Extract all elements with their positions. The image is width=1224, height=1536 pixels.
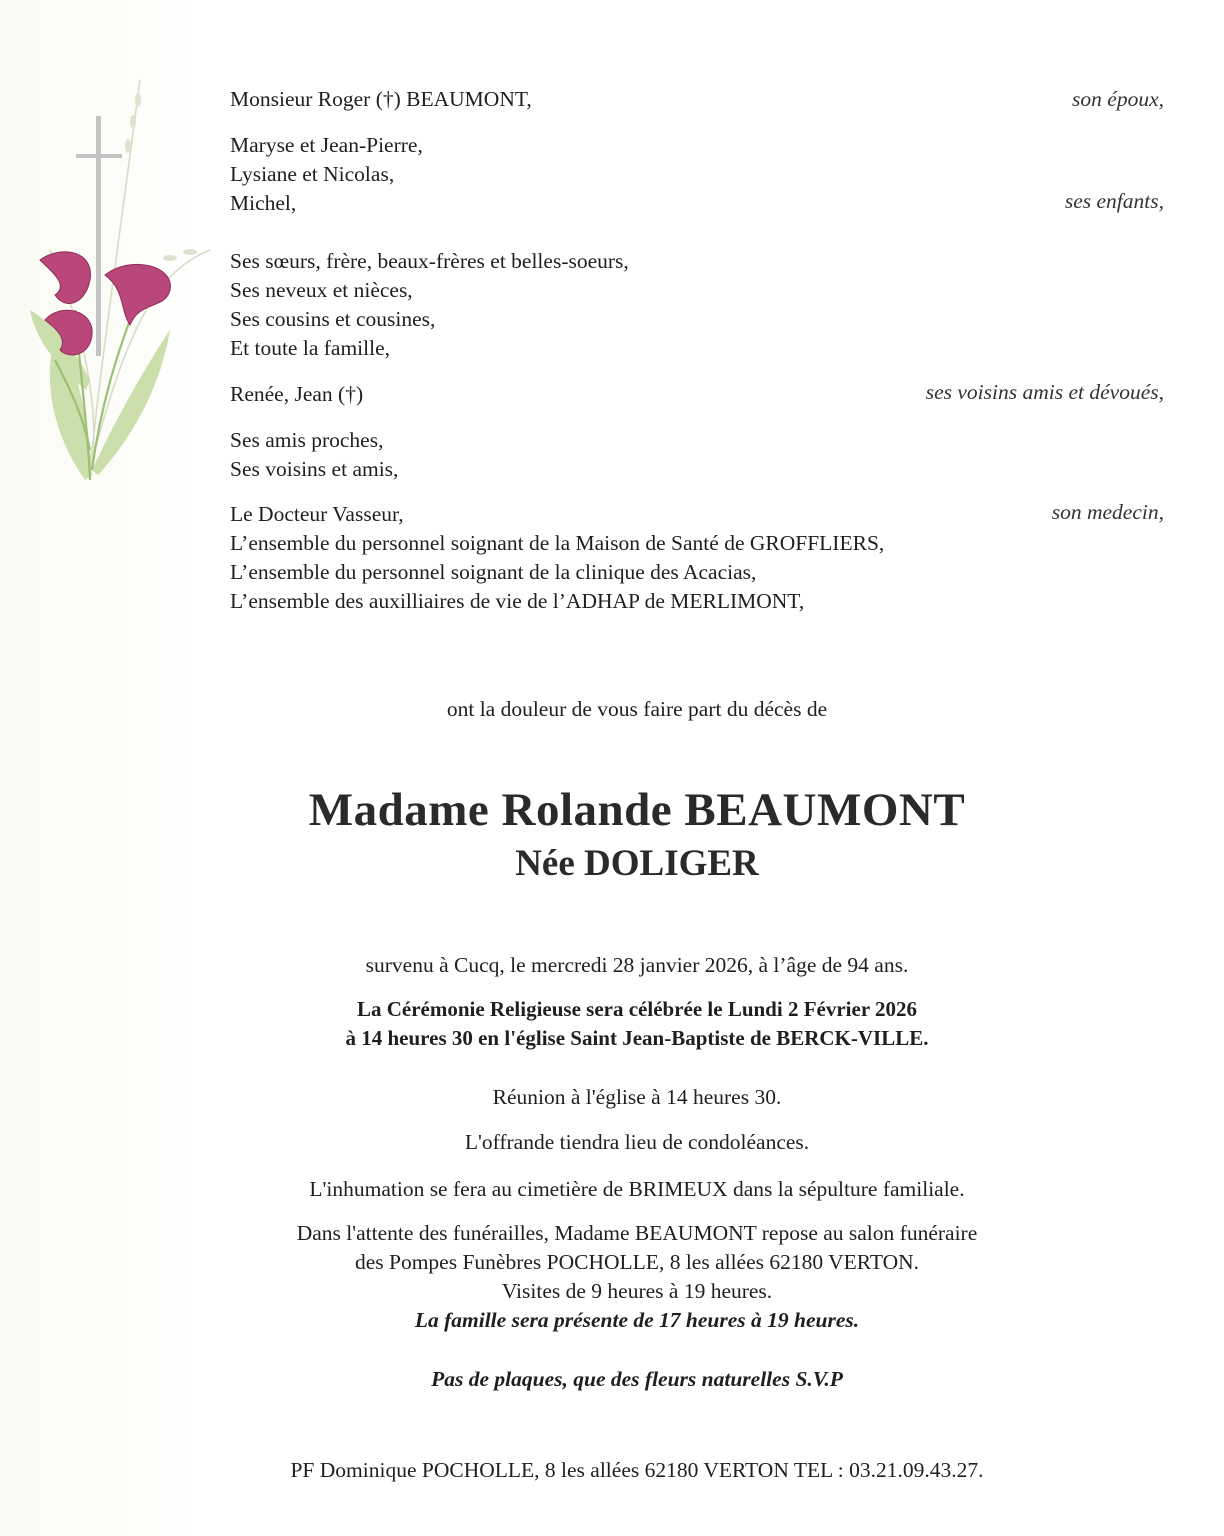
friends-line: Ses amis proches, <box>230 428 384 452</box>
neighbors-line: Renée, Jean (†) <box>230 382 364 406</box>
family-presence: La famille sera présente de 17 heures à 19 heures. <box>414 1308 860 1332</box>
child-line: Michel, <box>230 191 297 215</box>
relatives-line: Et toute la famille, <box>230 336 391 360</box>
deceased-name: Madame Rolande BEAUMONT <box>308 784 966 836</box>
meeting-text: Réunion à l'église à 14 heures 30. <box>492 1085 782 1109</box>
friends-line: Ses voisins et amis, <box>230 457 399 481</box>
husband-name: Monsieur Roger (†) BEAUMONT, <box>230 87 532 111</box>
husband-role: son époux, <box>1072 87 1164 111</box>
burial-text: L'inhumation se fera au cimetière de BRIMEUX dans la sépulture familiale. <box>309 1177 965 1201</box>
ceremony-line: La Cérémonie Religieuse sera célébrée le Lundi 2 Février 2026 <box>356 997 918 1021</box>
children-role: ses enfants, <box>1064 189 1164 213</box>
rest-line: des Pompes Funèbres POCHOLLE, 8 les allées 62180 VERTON. <box>354 1250 920 1274</box>
offering-text: L'offrande tiendra lieu de condoléances. <box>464 1130 810 1154</box>
wheat-grains <box>125 93 197 261</box>
care-line: L’ensemble du personnel soignant de la clinique des Acacias, <box>230 560 757 584</box>
rest-line: Visites de 9 heures à 19 heures. <box>501 1279 773 1303</box>
doctor-line: Le Docteur Vasseur, <box>230 502 404 526</box>
care-line: L’ensemble du personnel soignant de la Maison de Santé de GROFFLIERS, <box>230 531 885 555</box>
child-line: Maryse et Jean-Pierre, <box>230 133 423 157</box>
child-line: Lysiane et Nicolas, <box>230 162 395 186</box>
ceremony-line: à 14 heures 30 en l'église Saint Jean-Baptiste de BERCK-VILLE. <box>345 1026 929 1050</box>
cross-and-lilies-decoration <box>20 70 220 490</box>
maiden-name: Née DOLIGER <box>515 843 759 884</box>
rest-line: Dans l'attente des funérailles, Madame BEAUMONT repose au salon funéraire <box>296 1221 978 1245</box>
death-info: survenu à Cucq, le mercredi 28 janvier 2026, à l’âge de 94 ans. <box>365 953 909 977</box>
footer-contact: PF Dominique POCHOLLE, 8 les allées 62180 VERTON TEL : 03.21.09.43.27. <box>290 1458 984 1482</box>
care-line: L’ensemble des auxilliaires de vie de l’ADHAP de MERLIMONT, <box>230 589 805 613</box>
neighbors-role: ses voisins amis et dévoués, <box>925 380 1164 404</box>
announcement-text: ont la douleur de vous faire part du décès de <box>446 697 828 721</box>
relatives-line: Ses sœurs, frère, beaux-frères et belles-soeurs, <box>230 249 629 273</box>
doctor-role: son medecin, <box>1051 500 1164 524</box>
relatives-line: Ses cousins et cousines, <box>230 307 436 331</box>
flowers-note: Pas de plaques, que des fleurs naturelles S.V.P <box>431 1367 843 1391</box>
relatives-line: Ses neveux et nièces, <box>230 278 413 302</box>
